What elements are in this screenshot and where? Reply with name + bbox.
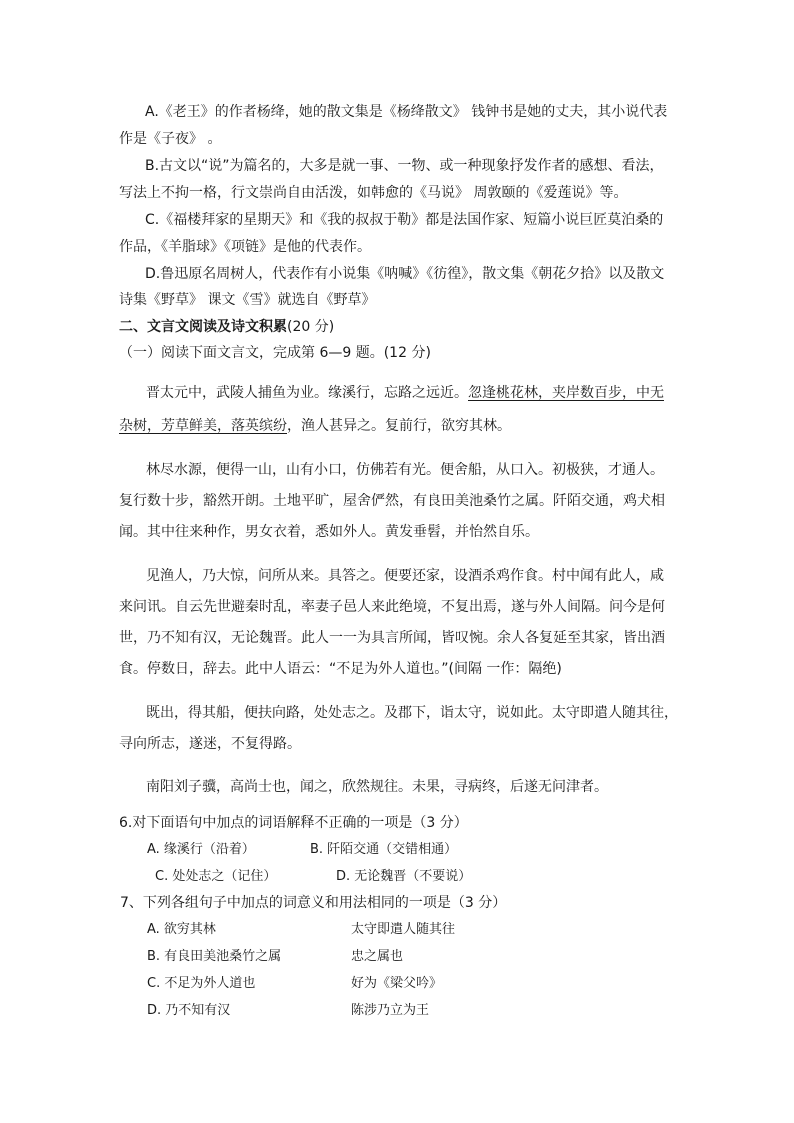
option-b-line-2: 写法上不拘一格，行文崇尚自由活泼，如韩愈的《马说》 周敦颐的《爱莲说》等。 [119,185,628,201]
option-a-line-1: A.《老王》的作者杨绛，她的散文集是《杨绛散文》 钱钟书是她的丈夫，其小说代表 [145,104,668,120]
q7-option-a-left: A. 欲穷其林 [147,922,216,937]
passage-p2-line-2: 复行数十步，豁然开朗。土地平旷，屋舍俨然，有良田美池桑竹之属。阡陌交通，鸡犬相 [119,493,665,509]
q7-stem: 7、下列各组句子中加点的词意义和用法相同的一项是（3 分） [120,895,507,911]
passage-p2-line-3: 闻。其中往来种作，男女衣着，悉如外人。黄发垂髫，并怡然自乐。 [119,524,539,540]
section-heading-score: (20 分) [287,319,335,335]
passage-p2-line-1: 林尽水源，便得一山，山有小口，仿佛若有光。便舍船，从口入。初极狭，才通人。 [146,462,664,478]
q6-option-a: A. 缘溪行（沿着） [147,842,255,857]
passage-p3-line-1: 见渔人，乃大惊，问所从来。具答之。便要还家，设酒杀鸡作食。村中闻有此人，咸 [146,568,664,584]
q6-option-d: D. 无论魏晋（不要说） [336,869,472,884]
passage-text: ，渔人甚异之。复前行，欲穷其林。 [287,418,511,434]
q7-option-d-right: 陈涉乃立为王 [351,1003,430,1018]
section-heading-title: 二、文言文阅读及诗文积累 [119,319,287,335]
option-d-line-1: D.鲁迅原名周树人，代表作有小说集《呐喊》《彷徨》，散文集《朝花夕拾》以及散文 [145,266,665,282]
passage-p3-line-4: 食。停数日，辞去。此中人语云：“不足为外人道也。”(间隔 一作：隔绝) [119,661,562,677]
sub-heading: （一）阅读下面文言文，完成第 6—9 题。(12 分) [119,345,431,361]
section-heading [119,317,334,337]
q6-option-c: C. 处处志之（记住） [155,869,277,884]
option-b-line-1: B.古文以“说”为篇名的，大多是就一事、一物、或一种现象抒发作者的感想、看法， [145,158,664,174]
q7-option-c-right: 好为《梁父吟》 [351,976,443,991]
passage-text: 晋太元中，武陵人捕鱼为业。缘溪行，忘路之远近。 [146,385,468,401]
q7-option-b-left: B. 有良田美池桑竹之属 [147,949,282,964]
underlined-text: 杂树，芳草鲜美，落英缤纷 [119,418,287,434]
q7-option-a-right: 太守即遣人随其往 [351,922,456,937]
passage-p4-line-2: 寻向所志，遂迷，不复得路。 [119,736,301,752]
passage-p3-line-2: 来问讯。自云先世避秦时乱，率妻子邑人来此绝境，不复出焉，遂与外人间隔。问今是何 [119,599,665,615]
q7-option-c-left: C. 不足为外人道也 [147,976,256,991]
underlined-text: 忽逢桃花林，夹岸数百步，中无 [468,385,664,401]
q7-option-d-left: D. 乃不知有汉 [147,1003,231,1018]
option-d-line-2: 诗集《野草》 课文《雪》就选自《野草》 [119,292,376,308]
q6-option-b: B. 阡陌交通（交错相通） [310,842,458,857]
passage-p3-line-3: 世，乃不知有汉，无论魏晋。此人一一为具言所闻，皆叹惋。余人各复延至其家，皆出酒 [119,630,665,646]
q6-stem: 6.对下面语句中加点的词语解释不正确的一项是（3 分） [119,815,468,831]
passage-p1-line-1 [146,383,664,403]
option-a-line-2: 作是《子夜》 。 [119,131,222,147]
q7-option-b-right: 忠之属也 [351,949,404,964]
passage-p5-line-1: 南阳刘子骥，高尚士也，闻之，欣然规往。未果，寻病终，后遂无问津者。 [146,779,608,795]
option-c-line-1: C.《福楼拜家的星期天》和《我的叔叔于勒》都是法国作家、短篇小说巨匠莫泊桑的 [145,212,664,228]
passage-p4-line-1: 既出，得其船，便扶向路，处处志之。及郡下，诣太守，说如此。太守即遣人随其往， [146,705,678,721]
passage-p1-line-2 [119,416,511,436]
option-c-line-2: 作品，《羊脂球》《项链》是他的代表作。 [119,239,371,255]
